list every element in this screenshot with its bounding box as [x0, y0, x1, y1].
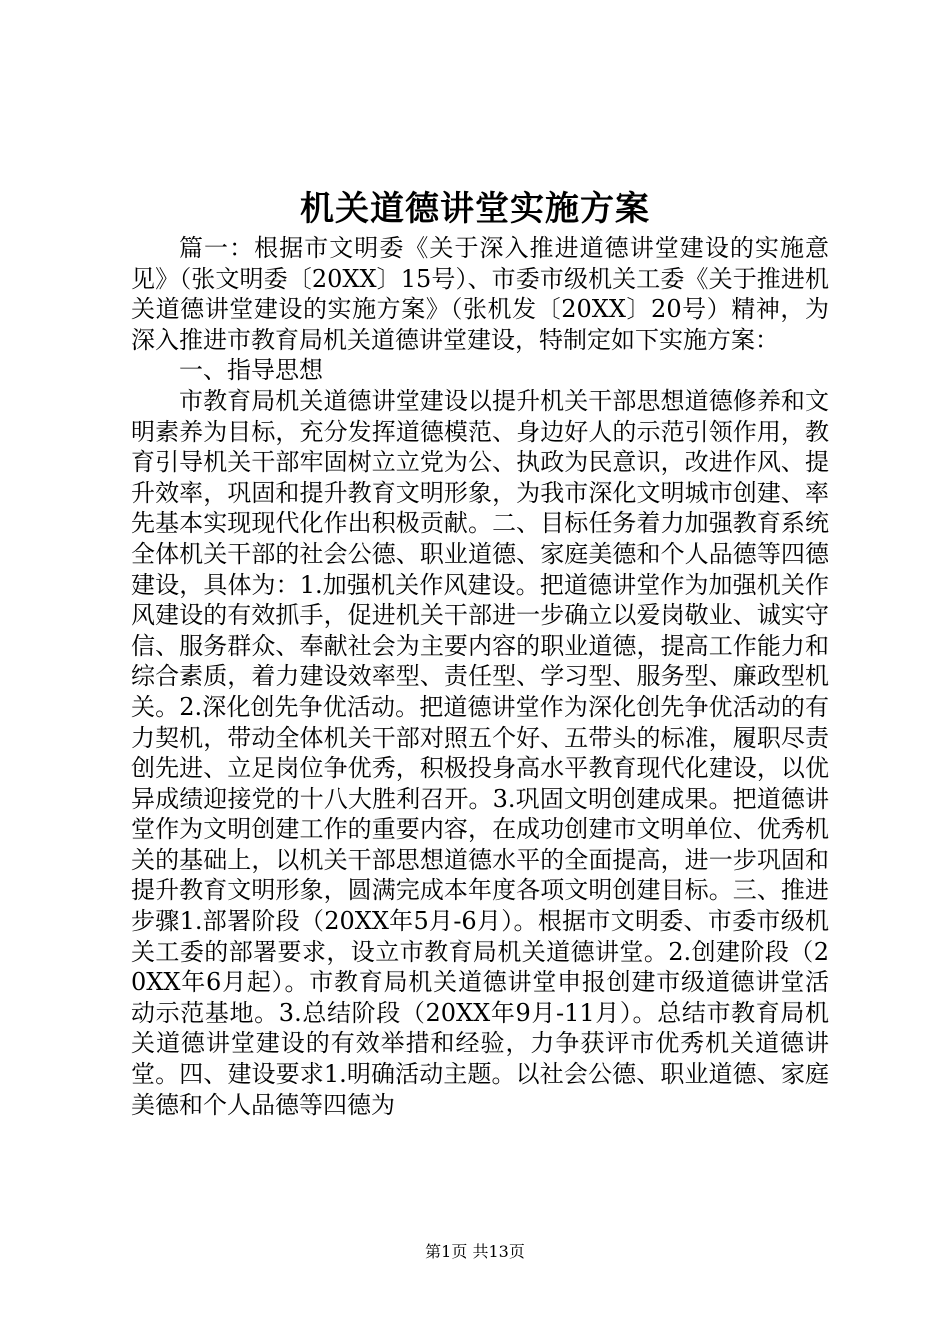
page-footer	[0, 1241, 950, 1263]
page-number: 第1页	[425, 1242, 468, 1261]
page-total: 共13页	[472, 1242, 525, 1261]
paragraph-intro: 篇一：根据市文明委《关于深入推进道德讲堂建设的实施意见》（张文明委〔20XX〕15号）、市委市级机关工委《关于推进机关道德讲堂建设的实施方案》（张机发〔20XX〕20号）精神，为深入推进市教育局机关道德讲堂建设，特制定如下实施方案：	[131, 234, 829, 354]
paragraph-heading: 一、指导思想	[179, 356, 323, 385]
document-body	[131, 233, 829, 1120]
document-title: 机关道德讲堂实施方案	[300, 189, 650, 229]
paragraph-main: 市教育局机关道德讲堂建设以提升机关干部思想道德修养和文明素养为目标，充分发挥道德模范、身边好人的示范引领作用，教育引导机关干部牢固树立立党为公、执政为民意识，改进作风、提升效率，巩固和提升教育文明形象，为我市深化文明城市创建、率先基本实现现代化作出积极贡献。二、目标任务着力加强教育系统全体机关干部的社会公德、职业道德、家庭美德和个人品德等四德建设，具体为：1.加强机关作风建设。把道德讲堂作为加强机关作风建设的有效抓手，促进机关干部进一步确立以爱岗敬业、诚实守信、服务群众、奉献社会为主要内容的职业道德，提高工作能力和综合素质，着力建设效率型、责任型、学习型、服务型、廉政型机关。2.深化创先争优活动。把道德讲堂作为深化创先争优活动的有力契机，带动全体机关干部对照五个好、五带头的标准，履职尽责创先进、立足岗位争优秀，积极投身高水平教育现代化建设，以优异成绩迎接党的十八大胜利召开。3.巩固文明创建成果。把道德讲堂作为文明创建工作的重要内容，在成功创建市文明单位、优秀机关的基础上，以机关干部思想道德水平的全面提高，进一步巩固和提升教育文明形象，圆满完成本年度各项文明创建目标。三、推进步骤1.部署阶段（20XX年5月-6月）。根据市文明委、市委市级机关工委的部署要求，设立市教育局机关道德讲堂。2.创建阶段（20XX年6月起）。市教育局机关道德讲堂申报创建市级道德讲堂活动示范基地。3.总结阶段（20XX年9月-11月）。总结市教育局机关道德讲堂建设的有效举措和经验，力争获评市优秀机关道德讲堂。四、建设要求1.明确活动主题。以社会公德、职业道德、家庭美德和个人品德等四德为	[131, 386, 829, 1119]
